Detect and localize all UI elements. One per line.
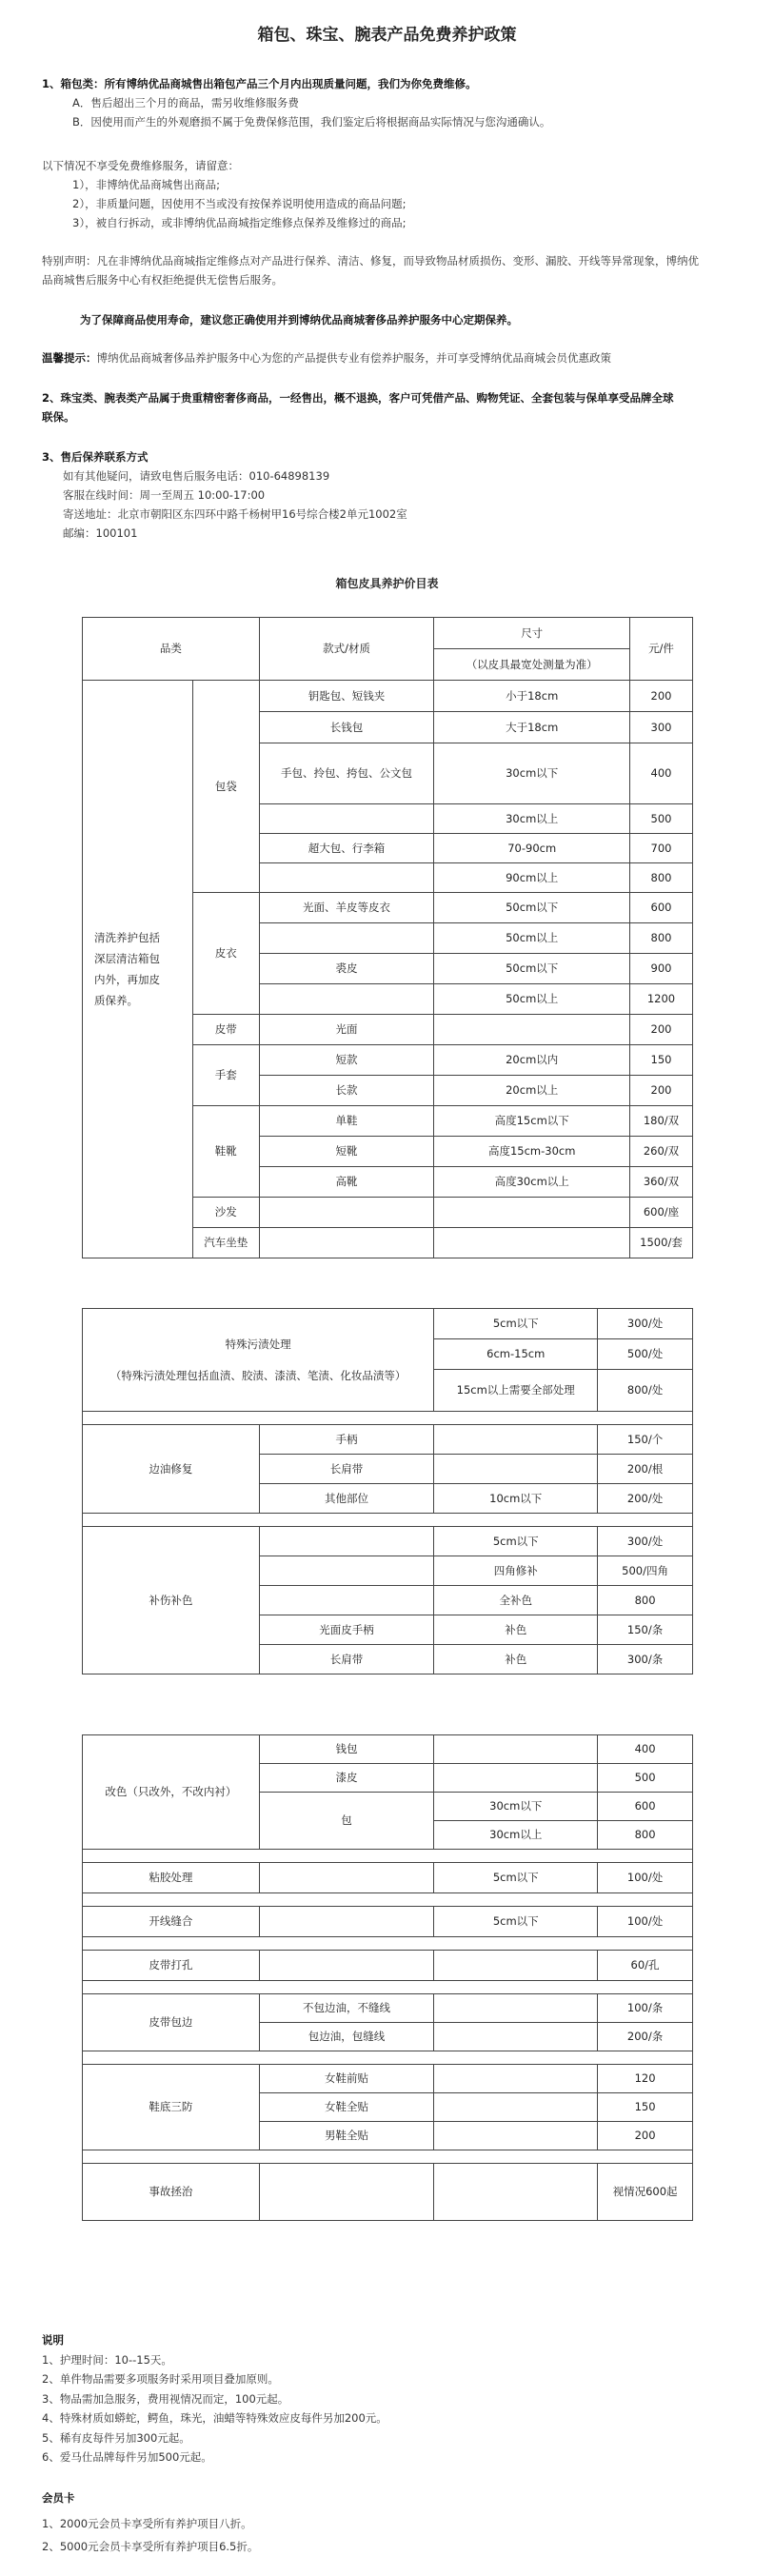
- category-sofa: 沙发: [192, 1198, 259, 1228]
- declaration-line-1: 特别声明：凡在非博纳优品商城指定维修点对产品进行保养、清洁、修复，而导致物品材质损伤、变形、漏胶、开线等异常现象，博纳优: [42, 254, 699, 268]
- table-cell-style: 短款: [259, 1045, 434, 1076]
- price-table-special: [82, 1308, 693, 1674]
- table-cell-price: 1200: [630, 984, 693, 1015]
- stain-description: （特殊污渍处理包括血渍、胶渍、漆渍、笔渍、化妆品渍等）: [109, 1368, 407, 1382]
- table-cell-size: 高度15cm以下: [434, 1106, 630, 1137]
- table-cell-size: [434, 1735, 598, 1764]
- stain-treatment-cell: [83, 1309, 434, 1412]
- table-cell-price: 200: [630, 681, 693, 712]
- member-heading: 会员卡: [42, 2491, 75, 2505]
- table-cell-size: 15cm以上需要全部处理: [434, 1370, 598, 1412]
- table-cell-price: 400: [598, 1735, 693, 1764]
- sec3-heading: 3、售后保养联系方式: [42, 450, 149, 464]
- table-cell-size: [434, 2023, 598, 2051]
- category-shoes: 鞋靴: [192, 1106, 259, 1198]
- table-cell-size: [434, 1455, 598, 1484]
- edge-oil-repair: 边油修复: [83, 1425, 260, 1514]
- table-cell-size: 50cm以上: [434, 984, 630, 1015]
- category-belt: 皮带: [192, 1015, 259, 1045]
- table-cell-price: 100/处: [598, 1907, 693, 1937]
- table-cell-style: [259, 1228, 434, 1258]
- service-desc-line: 深层清洁箱包: [94, 952, 160, 965]
- stitch-repair: 开线缝合: [83, 1907, 260, 1937]
- notes-section: [42, 2330, 387, 2467]
- table-cell-item: [259, 1527, 434, 1556]
- table-cell-size: 全补色: [434, 1586, 598, 1615]
- table-cell-item: [259, 1586, 434, 1615]
- table-cell-price: 300/条: [598, 1645, 693, 1674]
- table-cell-size: 补色: [434, 1645, 598, 1674]
- glue-treatment: 粘胶处理: [83, 1863, 260, 1893]
- warm-tip-label: 温馨提示：: [42, 351, 97, 365]
- table-cell-price: 300/处: [598, 1527, 693, 1556]
- table-cell-item: 包边油，包缝线: [259, 2023, 434, 2051]
- table-cell-size: 高度30cm以上: [434, 1167, 630, 1198]
- table-cell-size: [434, 2122, 598, 2150]
- table-cell-price: 120: [598, 2065, 693, 2093]
- notes-heading: 说明: [42, 2333, 64, 2347]
- member-section: [42, 2488, 258, 2557]
- table-cell-item: 漆皮: [259, 1764, 434, 1793]
- table-cell-size: 四角修补: [434, 1556, 598, 1586]
- declaration-line-2: 品商城售后服务中心有权拒绝提供无偿售后服务。: [42, 273, 283, 287]
- table-cell-price: 500/四角: [598, 1556, 693, 1586]
- accident-repair: 事故拯治: [83, 2164, 260, 2221]
- table-cell-style: 长款: [259, 1076, 434, 1106]
- note-item: 1、护理时间：10--15天。: [42, 2352, 172, 2367]
- warm-tip-text: 博纳优品商城奢侈品养护服务中心为您的产品提供专业有偿养护服务，并可享受博纳优品商城会员优惠政策: [96, 351, 611, 365]
- table-cell-style: 手包、拎包、挎包、公文包: [259, 743, 434, 804]
- table-cell-item: [259, 1907, 434, 1937]
- table-cell-item: 包: [259, 1793, 434, 1850]
- belt-punch: 皮带打孔: [83, 1951, 260, 1981]
- table-cell-price: 150: [630, 1045, 693, 1076]
- table-cell-size: [434, 1951, 598, 1981]
- header-category: 品类: [83, 618, 260, 681]
- table-cell-size: 小于18cm: [434, 681, 630, 712]
- table-cell-style: 超大包、行李箱: [259, 834, 434, 863]
- table-cell-price: 150/条: [598, 1615, 693, 1645]
- table-cell-price: 180/双: [630, 1106, 693, 1137]
- table-cell-size: [434, 1764, 598, 1793]
- sec1-b: B．因使用而产生的外观磨损不属于免费保修范围，我们鉴定后将根据商品实际情况与您沟通确认。: [72, 115, 551, 129]
- table-cell-price: 100/处: [598, 1863, 693, 1893]
- table-cell-price: 100/条: [598, 1994, 693, 2023]
- table-cell-size: [434, 1994, 598, 2023]
- table-cell-style: 高靴: [259, 1167, 434, 1198]
- table-cell-price: 500: [630, 804, 693, 834]
- table-cell-size: [434, 1198, 630, 1228]
- table-cell-price: 200: [630, 1015, 693, 1045]
- table-cell-item: 光面皮手柄: [259, 1615, 434, 1645]
- service-hours: 客服在线时间：周一至周五 10:00-17:00: [63, 488, 266, 502]
- table-spacer-row: [83, 1893, 693, 1907]
- table-cell-price: 800/处: [598, 1370, 693, 1412]
- sec2-line-1: 2、珠宝类、腕表类产品属于贵重精密奢侈商品，一经售出，概不退换，客户可凭借产品、购物凭证、全套包装与保单享受品牌全球: [42, 391, 674, 405]
- excl-item-3: 3），被自行拆动，或非博纳优品商城指定维修点保养及维修过的商品;: [72, 216, 407, 229]
- table-cell-item: 女鞋全贴: [259, 2093, 434, 2122]
- table-cell-size: 30cm以下: [434, 1793, 598, 1821]
- table-cell-size: 5cm以下: [434, 1863, 598, 1893]
- color-repair: 补伤补色: [83, 1527, 260, 1674]
- table-cell-item: 女鞋前贴: [259, 2065, 434, 2093]
- table-spacer-row: [83, 1981, 693, 1994]
- table-cell-style: [259, 863, 434, 893]
- belt-edge-wrap: 皮带包边: [83, 1994, 260, 2051]
- sec2-line-2: 联保。: [42, 410, 75, 424]
- table-cell-price: 200/根: [598, 1455, 693, 1484]
- service-description: [83, 681, 193, 1258]
- table-cell-size: 5cm以下: [434, 1907, 598, 1937]
- table-cell-style: 钥匙包、短钱夹: [259, 681, 434, 712]
- table-cell-style: 单鞋: [259, 1106, 434, 1137]
- price-table-title: 箱包皮具养护价目表: [335, 577, 439, 590]
- table-cell-size: [434, 2065, 598, 2093]
- table-cell-price: 200/条: [598, 2023, 693, 2051]
- table-cell-size: [434, 1228, 630, 1258]
- table-cell-price: 200: [598, 2122, 693, 2150]
- service-desc-line: 内外，再加皮: [94, 973, 160, 986]
- note-item: 3、物品需加急服务，费用视情况而定，100元起。: [42, 2391, 289, 2406]
- member-item: 1、2000元会员卡享受所有养护项目八折。: [42, 2516, 252, 2530]
- excl-item-1: 1），非博纳优品商城售出商品;: [72, 178, 220, 191]
- category-car-seat: 汽车坐垫: [192, 1228, 259, 1258]
- table-spacer-row: [83, 1850, 693, 1863]
- table-cell-size: 30cm以下: [434, 743, 630, 804]
- table-cell-style: [259, 804, 434, 834]
- header-size-note: （以皮具最宽处测量为准）: [434, 649, 630, 681]
- table-cell-size: 50cm以下: [434, 954, 630, 984]
- table-cell-price: 600: [598, 1793, 693, 1821]
- table-spacer-row: [83, 1412, 693, 1425]
- header-style: 款式/材质: [259, 618, 434, 681]
- table-cell-price: 800: [598, 1821, 693, 1850]
- table-cell-style: 长钱包: [259, 712, 434, 743]
- stain-title: 特殊污渍处理: [225, 1337, 291, 1351]
- table-cell-item: 长肩带: [259, 1645, 434, 1674]
- table-cell-price: 260/双: [630, 1137, 693, 1167]
- table-cell-size: 5cm以下: [434, 1309, 598, 1339]
- sec1-a: A．售后超出三个月的商品，需另收维修服务费: [72, 96, 299, 109]
- recolor: 改色（只改外，不改内衬）: [83, 1735, 260, 1850]
- table-cell-price: 500: [598, 1764, 693, 1793]
- table-cell-item: [259, 1556, 434, 1586]
- table-cell-size: 高度15cm-30cm: [434, 1137, 630, 1167]
- table-cell-item: [259, 1863, 434, 1893]
- note-item: 4、特殊材质如蟒蛇，鳄鱼，珠光，油蜡等特殊效应皮每件另加200元。: [42, 2411, 387, 2425]
- table-cell-style: 光面: [259, 1015, 434, 1045]
- table-cell-price: 700: [630, 834, 693, 863]
- category-gloves: 手套: [192, 1045, 259, 1106]
- excl-intro: 以下情况不享受免费维修服务，请留意：: [42, 159, 239, 172]
- table-cell-price: 900: [630, 954, 693, 984]
- service-phone: 如有其他疑问，请致电售后服务电话：010-64898139: [63, 469, 330, 483]
- table-spacer-row: [83, 1514, 693, 1527]
- table-cell-item: 手柄: [259, 1425, 434, 1455]
- table-cell-price: 360/双: [630, 1167, 693, 1198]
- table-cell-size: 5cm以下: [434, 1527, 598, 1556]
- table-cell-style: 短靴: [259, 1137, 434, 1167]
- category-bag: 包袋: [192, 681, 259, 893]
- excl-item-2: 2），非质量问题，因使用不当或没有按保养说明使用造成的商品问题;: [72, 197, 407, 210]
- table-cell-style: [259, 984, 434, 1015]
- table-cell-price: 800: [598, 1586, 693, 1615]
- table-cell-price: 400: [630, 743, 693, 804]
- table-cell-size: 50cm以上: [434, 923, 630, 954]
- header-price: 元/件: [630, 618, 693, 681]
- table-spacer-row: [83, 2150, 693, 2164]
- table-cell-size: 90cm以上: [434, 863, 630, 893]
- price-table-main: [82, 617, 693, 1258]
- service-address: 寄送地址：北京市朝阳区东四环中路千杨树甲16号综合楼2单元1002室: [63, 507, 407, 521]
- table-cell-size: 20cm以内: [434, 1045, 630, 1076]
- table-cell-price: 150: [598, 2093, 693, 2122]
- table-cell-size: 30cm以上: [434, 804, 630, 834]
- sole-protection: 鞋底三防: [83, 2065, 260, 2150]
- table-cell-size: 70-90cm: [434, 834, 630, 863]
- table-cell-price: 视情况600起: [598, 2164, 693, 2221]
- category-leather-coat: 皮衣: [192, 893, 259, 1015]
- table-cell-style: [259, 1198, 434, 1228]
- table-cell-size: 6cm-15cm: [434, 1339, 598, 1370]
- table-cell-size: 大于18cm: [434, 712, 630, 743]
- service-desc-line: 清洗养护包括: [94, 931, 160, 944]
- table-cell-size: 30cm以上: [434, 1821, 598, 1850]
- table-cell-price: 300: [630, 712, 693, 743]
- note-item: 2、单件物品需要多项服务时采用项目叠加原则。: [42, 2372, 279, 2386]
- header-size: 尺寸: [434, 618, 630, 649]
- table-cell-size: 补色: [434, 1615, 598, 1645]
- note-item: 5、稀有皮每件另加300元起。: [42, 2430, 190, 2445]
- table-cell-style: 光面、羊皮等皮衣: [259, 893, 434, 923]
- table-cell-size: 10cm以下: [434, 1484, 598, 1514]
- table-cell-item: 不包边油，不缝线: [259, 1994, 434, 2023]
- note-item: 6、爱马仕品牌每件另加500元起。: [42, 2450, 212, 2464]
- table-cell-item: 钱包: [259, 1735, 434, 1764]
- table-cell-price: 200/处: [598, 1484, 693, 1514]
- table-cell-price: 800: [630, 863, 693, 893]
- warm-tip: [42, 348, 611, 367]
- table-cell-price: 600/座: [630, 1198, 693, 1228]
- table-cell-size: 50cm以下: [434, 893, 630, 923]
- service-zip: 邮编：100101: [63, 526, 138, 540]
- table-cell-price: 150/个: [598, 1425, 693, 1455]
- table-cell-item: 其他部位: [259, 1484, 434, 1514]
- table-cell-style: 裘皮: [259, 954, 434, 984]
- service-desc-line: 质保养。: [94, 994, 138, 1007]
- table-cell-price: 600: [630, 893, 693, 923]
- table-cell-style: [259, 923, 434, 954]
- table-cell-size: [434, 1425, 598, 1455]
- table-cell-size: [434, 1015, 630, 1045]
- table-cell-price: 200: [630, 1076, 693, 1106]
- table-cell-item: 男鞋全贴: [259, 2122, 434, 2150]
- table-spacer-row: [83, 1937, 693, 1951]
- table-cell-item: [259, 2164, 434, 2221]
- table-cell-price: 1500/套: [630, 1228, 693, 1258]
- table-cell-price: 300/处: [598, 1309, 693, 1339]
- table-spacer-row: [83, 2051, 693, 2065]
- price-table-repair: [82, 1734, 693, 2221]
- member-item: 2、5000元会员卡享受所有养护项目6.5折。: [42, 2540, 259, 2553]
- table-cell-item: 长肩带: [259, 1455, 434, 1484]
- table-cell-size: 20cm以上: [434, 1076, 630, 1106]
- table-cell-price: 800: [630, 923, 693, 954]
- table-cell-price: 60/孔: [598, 1951, 693, 1981]
- table-cell-size: [434, 2093, 598, 2122]
- table-cell-item: [259, 1951, 434, 1981]
- table-cell-price: 500/处: [598, 1339, 693, 1370]
- advice: 为了保障商品使用寿命，建议您正确使用并到博纳优品商城奢侈品养护服务中心定期保养。: [80, 313, 518, 327]
- page-title: 箱包、珠宝、腕表产品免费养护政策: [257, 26, 517, 45]
- table-cell-size: [434, 2164, 598, 2221]
- sec1-heading: 1、箱包类：所有博纳优品商城售出箱包产品三个月内出现质量问题，我们为你免费维修。: [42, 77, 477, 90]
